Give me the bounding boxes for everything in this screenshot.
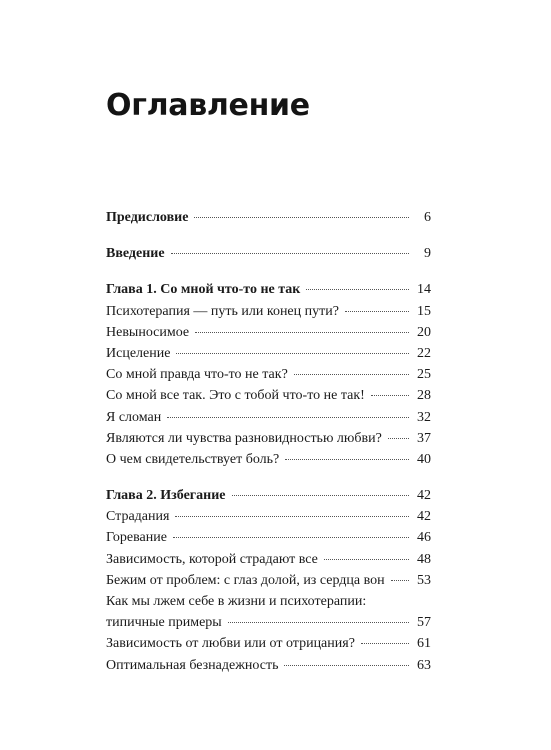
toc-entry[interactable]	[106, 364, 431, 385]
toc-entry-title: Глава 1. Со мной что-то не так	[106, 282, 301, 298]
toc-entry-title: Со мной все так. Это с тобой что-то не так!	[106, 388, 365, 404]
toc-page-number: 14	[417, 282, 431, 298]
toc-entry[interactable]	[106, 612, 431, 633]
dot-leader	[194, 216, 409, 218]
toc-entry-title: Невыносимое	[106, 324, 190, 340]
toc-entry[interactable]	[106, 279, 431, 300]
toc-page-number: 28	[417, 388, 431, 404]
toc-page-number: 57	[417, 615, 431, 631]
dot-leader	[371, 394, 409, 396]
toc-entry-title: Психотерапия — путь или конец пути?	[106, 303, 339, 319]
toc-entry-title: Со мной правда что-то не так?	[106, 367, 288, 383]
toc-page-number: 9	[424, 246, 431, 262]
toc-entry-title: Зависимость от любви или от отрицания?	[106, 636, 355, 652]
toc-entry[interactable]	[106, 343, 431, 364]
page-title: Оглавление	[106, 88, 310, 123]
toc-page-number: 20	[417, 324, 431, 340]
toc-page-number: 48	[417, 551, 431, 567]
dot-leader	[285, 458, 409, 460]
toc-entry-title: Исцеление	[106, 345, 171, 361]
toc-entry-title: Бежим от проблем: с глаз долой, из сердца вон	[106, 572, 385, 588]
dot-leader	[175, 515, 409, 517]
toc-page-number: 61	[417, 636, 431, 652]
toc-page-number: 25	[417, 367, 431, 383]
toc-entry-title: Я сломан	[106, 409, 162, 425]
dot-leader	[306, 288, 409, 290]
toc-entry-title: Страдания	[106, 509, 170, 525]
toc-entry[interactable]	[106, 243, 431, 264]
toc-page-number: 42	[417, 488, 431, 504]
toc-page-number: 46	[417, 530, 431, 546]
toc-entry-title: типичные примеры	[106, 615, 222, 631]
toc-entry-title: Зависимость, которой страдают все	[106, 551, 318, 567]
dot-leader	[195, 331, 409, 333]
toc-page-number: 6	[424, 210, 431, 225]
toc-entry[interactable]	[106, 527, 431, 548]
toc-entry-title: Глава 2. Избегание	[106, 488, 226, 504]
toc-entry[interactable]	[106, 322, 431, 343]
toc-entry-title-line1[interactable]: Как мы лжем себе в жизни и психотерапии:	[106, 594, 367, 609]
toc-page-number: 42	[417, 509, 431, 525]
toc-page-number: 15	[417, 303, 431, 319]
toc-entry-title: Оптимальная безнадежность	[106, 657, 279, 673]
table-of-contents	[106, 207, 431, 676]
dot-leader	[173, 536, 409, 538]
dot-leader	[284, 664, 409, 666]
toc-entry[interactable]	[106, 385, 431, 406]
toc-entry[interactable]	[106, 633, 431, 654]
toc-page-number: 53	[417, 572, 431, 588]
toc-entry-title: Являются ли чувства разновидностью любви?	[106, 430, 382, 446]
dot-leader	[171, 252, 409, 254]
toc-entry-title: Горевание	[106, 530, 167, 546]
toc-page-number: 22	[417, 345, 431, 361]
dot-leader	[232, 494, 410, 496]
dot-leader	[228, 621, 409, 623]
toc-entry[interactable]	[106, 301, 431, 322]
toc-entry-title: О чем свидетельствует боль?	[106, 451, 280, 467]
toc-entry-title: Введение	[106, 246, 165, 262]
toc-page-number: 63	[417, 657, 431, 673]
toc-entry[interactable]	[106, 428, 431, 449]
toc-entry[interactable]	[106, 407, 431, 428]
toc-page-number: 40	[417, 451, 431, 467]
toc-page-number: 37	[417, 430, 431, 446]
toc-entry[interactable]	[106, 570, 431, 591]
dot-leader	[324, 558, 409, 560]
toc-page-number: 32	[417, 409, 431, 425]
toc-entry[interactable]	[106, 549, 431, 570]
dot-leader	[388, 437, 409, 439]
toc-entry[interactable]	[106, 655, 431, 676]
dot-leader	[361, 642, 409, 644]
toc-entry[interactable]	[106, 485, 431, 506]
toc-entry[interactable]	[106, 449, 431, 470]
dot-leader	[176, 352, 409, 354]
toc-entry[interactable]	[106, 207, 431, 228]
dot-leader	[345, 310, 409, 312]
dot-leader	[391, 579, 409, 581]
toc-entry-title: Предисловие	[106, 210, 189, 225]
dot-leader	[167, 416, 409, 418]
dot-leader	[294, 373, 409, 375]
toc-entry[interactable]	[106, 506, 431, 527]
